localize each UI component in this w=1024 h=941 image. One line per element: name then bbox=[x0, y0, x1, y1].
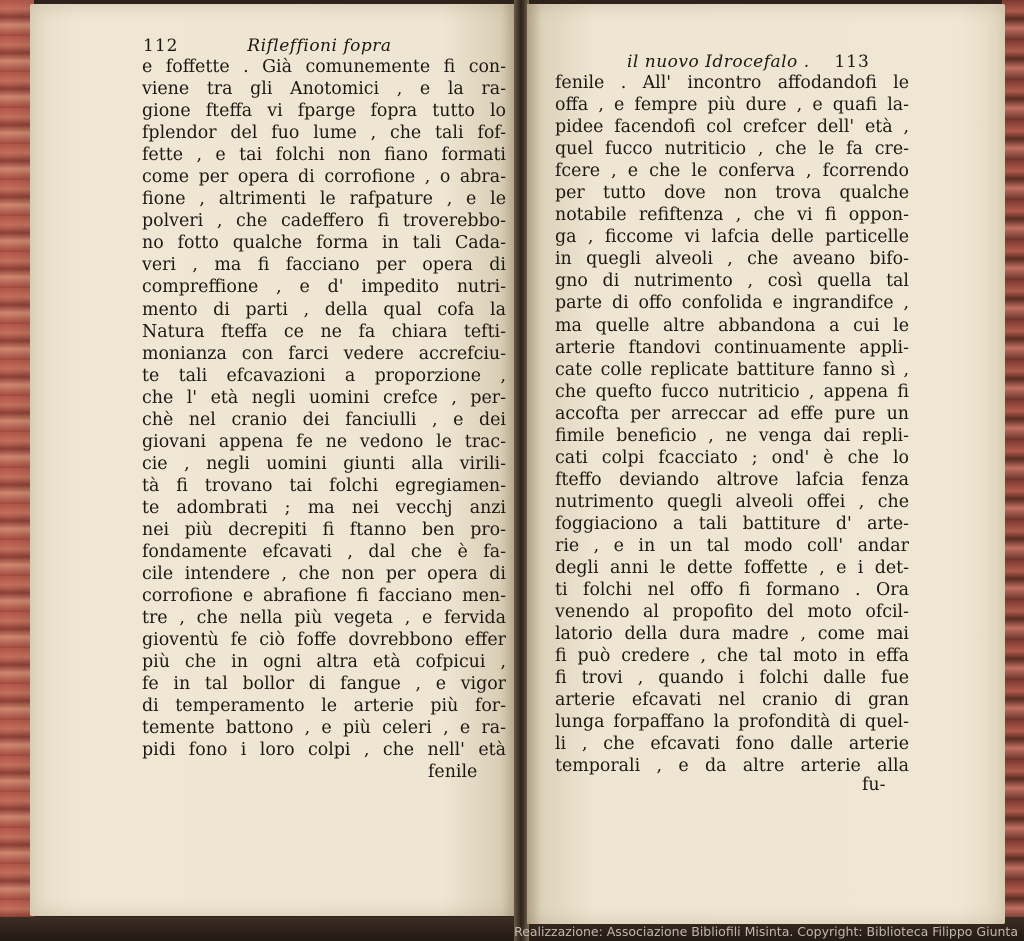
text-line: fteffo deviando altrove lafcia fenza bbox=[555, 469, 909, 490]
text-line: tre , che nella più vegeta , e fervida bbox=[142, 608, 506, 629]
text-line: cate colle replicate battiture fanno sì , bbox=[555, 359, 909, 380]
text-line: viene tra gli Anotomici , e la ra- bbox=[142, 79, 506, 100]
text-line: corrofione e abrafione fi facciano men- bbox=[142, 586, 506, 607]
copyright-credit: Realizzazione: Associazione Bibliofili Misinta. Copyright: Biblioteca Filippo Giunta bbox=[514, 924, 1018, 939]
left-page-header bbox=[143, 36, 392, 56]
text-line: pidee facendofi col crefcer dell' età , bbox=[555, 117, 909, 138]
right-page-body bbox=[555, 72, 909, 778]
text-line: polveri , che cadeffero fi troverebbo- bbox=[142, 211, 506, 232]
text-line: quel fucco nutriticio , che le fa cre- bbox=[555, 139, 909, 160]
text-line: lunga forpaffano la profondità di quel- bbox=[555, 712, 909, 733]
text-line: Natura fteffa ce ne fa chiara tefti- bbox=[142, 321, 506, 342]
text-line: fcere , e che le conferva , fcorrendo bbox=[555, 161, 909, 182]
text-line: che quefto fucco nutriticio , appena fi bbox=[555, 381, 909, 402]
text-line: fi può credere , che tal moto in effa bbox=[555, 646, 909, 667]
left-page-body bbox=[142, 56, 506, 762]
text-line: per tutto dove non trova qualche bbox=[555, 183, 909, 204]
text-line: che l' età negli uomini crefce , per- bbox=[142, 387, 506, 408]
text-line: fi trovi , quando i folchi dalle fue bbox=[555, 668, 909, 689]
text-line: cati colpi fcacciato ; ond' è che lo bbox=[555, 447, 909, 468]
text-line: te adombrati ; ma nei vecchj anzi bbox=[142, 497, 506, 518]
left-page bbox=[30, 4, 516, 916]
text-line: fenile . All' incontro affodandofi le bbox=[555, 73, 909, 93]
text-line: giovani appena fe ne vedono le trac- bbox=[142, 431, 506, 452]
right-page bbox=[527, 4, 1005, 924]
text-line: cie , negli uomini giunti alla virili- bbox=[142, 453, 506, 474]
text-line: gioventù fe ciò foffe dovrebbono effer bbox=[142, 630, 506, 651]
text-line: e foffette . Già comunemente fi con- bbox=[142, 57, 506, 77]
text-line: latorio della dura madre , come mai bbox=[555, 624, 909, 645]
right-page-number: 113 bbox=[834, 52, 870, 72]
text-line: parte di offo confolida e ingrandifce , bbox=[555, 293, 909, 314]
left-page-number: 112 bbox=[143, 36, 179, 56]
text-line: gione fteffa vi fparge fopra tutto lo bbox=[142, 101, 506, 122]
text-line: nei più decrepiti fi ftanno ben pro- bbox=[142, 519, 506, 540]
text-line: fimile beneficio , ne venga dai repli- bbox=[555, 425, 909, 446]
text-line: fette , e tai folchi non fiano formati bbox=[142, 145, 506, 166]
text-line: come per opera di corrofione , o abra- bbox=[142, 167, 506, 188]
text-line: nutrimento quegli alveoli offei , che bbox=[555, 491, 909, 512]
text-line: accofta per arreccar ad effe pure un bbox=[555, 403, 909, 424]
text-line: foggiaciono a tali battiture d' arte- bbox=[555, 513, 909, 534]
text-line: di temperamento le arterie più for- bbox=[142, 696, 506, 717]
text-line: arterie ftandovi continuamente appli- bbox=[555, 337, 909, 358]
text-line: fione , altrimenti le rafpature , e le bbox=[142, 189, 506, 210]
text-line: tà fi trovano tai folchi egregiamen- bbox=[142, 475, 506, 496]
text-line: gno di nutrimento , così quella tal bbox=[555, 271, 909, 292]
text-line: cile intendere , che non per opera di bbox=[142, 564, 506, 585]
text-line: compreffione , e d' impedito nutri- bbox=[142, 277, 506, 298]
text-line: ma quelle altre abbandona a cui le bbox=[555, 315, 909, 336]
left-catchword: fenile bbox=[428, 762, 478, 782]
text-line: li , che efcavati fono dalle arterie bbox=[555, 734, 909, 755]
right-running-head: il nuovo Idrocefalo . bbox=[627, 52, 810, 72]
text-line: fondamente efcavati , dal che è fa- bbox=[142, 542, 506, 563]
text-line: veri , ma fi facciano per opera di bbox=[142, 255, 506, 276]
left-running-head: Rifleffioni fopra bbox=[247, 36, 392, 56]
text-line: fplendor del fuo lume , che tali fof- bbox=[142, 123, 506, 144]
text-line: pidi fono i loro colpi , che nell' età bbox=[142, 740, 506, 761]
text-line: degli anni le dette foffette , e i det- bbox=[555, 558, 909, 579]
text-line: venendo al propofito del moto ofcil- bbox=[555, 602, 909, 623]
text-line: arterie efcavati nel cranio di gran bbox=[555, 690, 909, 711]
text-line: ga , ficcome vi lafcia delle particelle bbox=[555, 227, 909, 248]
text-line: monianza con farci vedere accrefciu- bbox=[142, 343, 506, 364]
right-catchword: fu- bbox=[862, 775, 886, 795]
text-line: fe in tal bollor di fangue , e vigor bbox=[142, 674, 506, 695]
right-page-header bbox=[627, 52, 870, 72]
text-line: mento di parti , della qual cofa la bbox=[142, 299, 506, 320]
text-line: ti folchi nel offo fi formano . Ora bbox=[555, 580, 909, 601]
text-line: no fotto qualche forma in tali Cada- bbox=[142, 233, 506, 254]
text-line: te tali efcavazioni a proporzione , bbox=[142, 365, 506, 386]
page-edge-left bbox=[0, 0, 34, 941]
text-line: temente battono , e più celeri , e ra- bbox=[142, 718, 506, 739]
text-line: notabile refiftenza , che vi fi oppon- bbox=[555, 205, 909, 226]
page-edge-right bbox=[1002, 0, 1024, 941]
text-line: in quegli alveoli , che aveano bifo- bbox=[555, 249, 909, 270]
text-line: temporali , e da altre arterie alla bbox=[555, 756, 909, 777]
text-line: rie , e in un tal modo coll' andar bbox=[555, 535, 909, 556]
text-line: chè nel cranio dei fanciulli , e dei bbox=[142, 409, 506, 430]
text-line: più che in ogni altra età cofpicui , bbox=[142, 652, 506, 673]
text-line: offa , e fempre più dure , e quafi la- bbox=[555, 95, 909, 116]
